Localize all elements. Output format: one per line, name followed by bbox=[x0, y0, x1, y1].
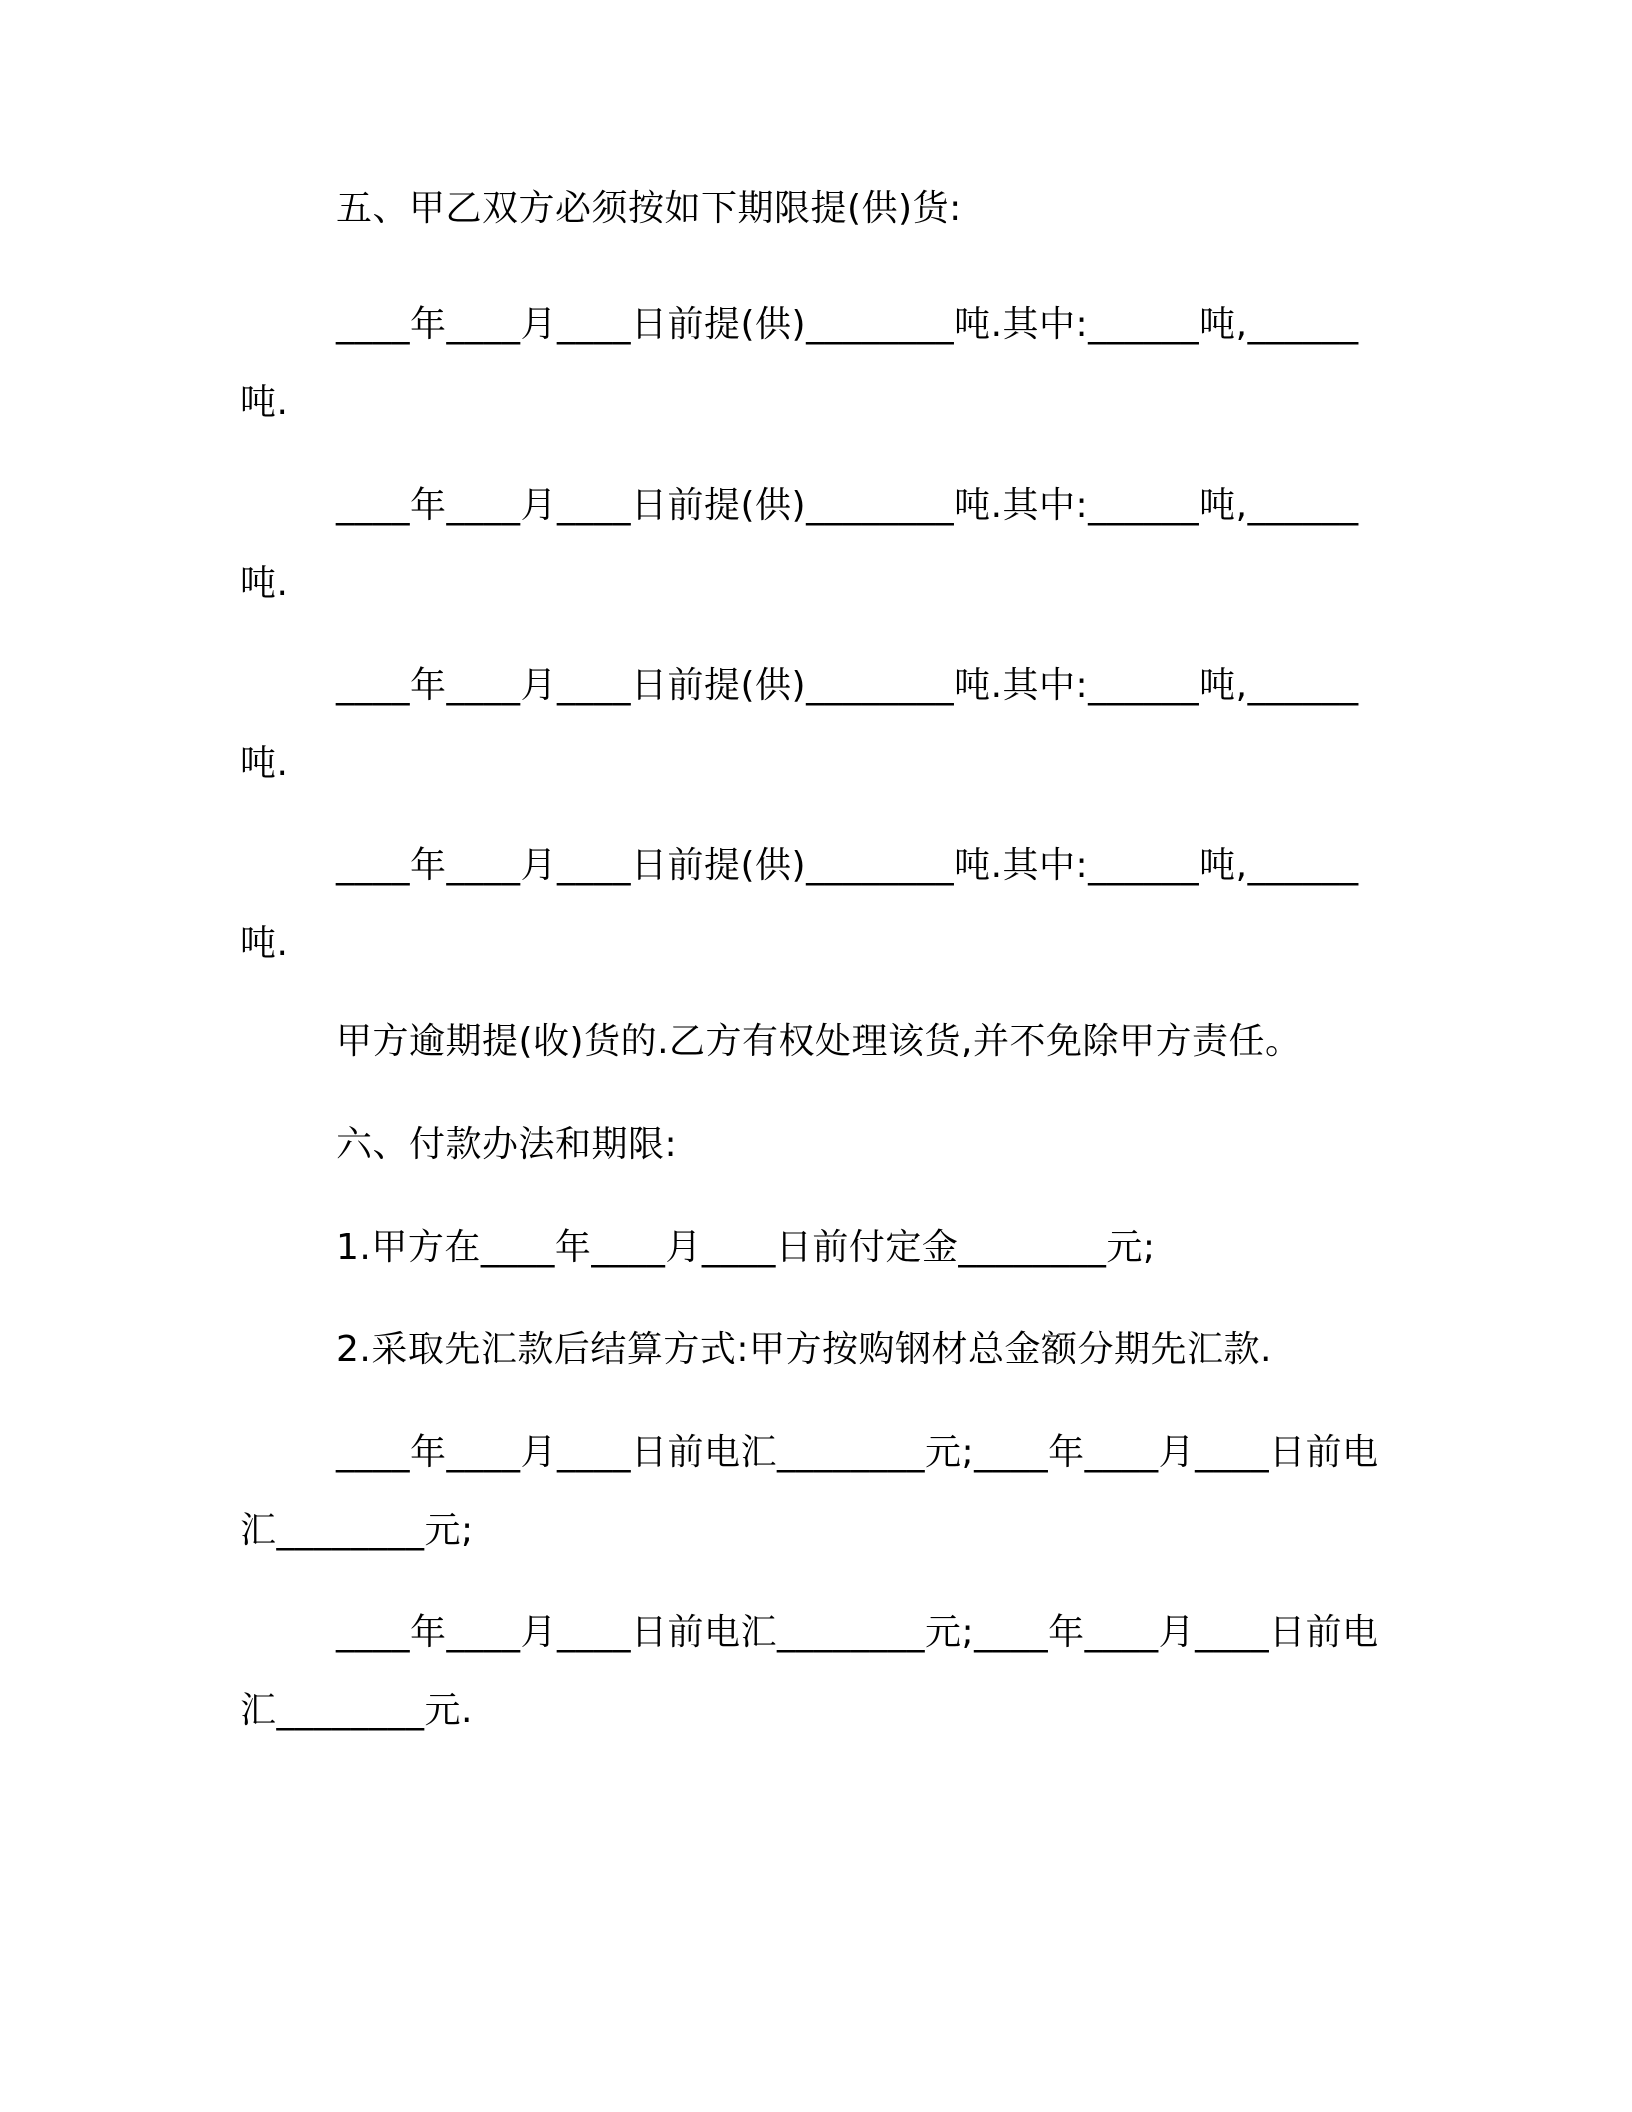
deposit-payment-line: 1.甲方在____年____月____日前付定金________元; bbox=[336, 1227, 1156, 1268]
delivery-schedule-line: ____年____月____日前提(供)________吨.其中:______吨,______吨. bbox=[240, 304, 1359, 423]
clause-six-heading: 六、付款办法和期限: bbox=[336, 1124, 678, 1165]
delivery-schedule-line: ____年____月____日前提(供)________吨.其中:______吨,______吨. bbox=[240, 845, 1359, 964]
remittance-schedule-line: ____年____月____日前电汇________元;____年____月____日前电汇________元. bbox=[240, 1612, 1379, 1731]
clause-five-heading: 五、甲乙双方必须按如下期限提(供)货: bbox=[336, 188, 962, 229]
remittance-schedule-line: ____年____月____日前电汇________元;____年____月____日前电汇________元; bbox=[240, 1432, 1379, 1551]
delivery-schedule-line: ____年____月____日前提(供)________吨.其中:______吨,______吨. bbox=[240, 485, 1359, 604]
late-pickup-clause: 甲方逾期提(收)货的.乙方有权处理该货,并不免除甲方责任。 bbox=[336, 1021, 1302, 1062]
delivery-schedule-line: ____年____月____日前提(供)________吨.其中:______吨,______吨. bbox=[240, 665, 1359, 784]
remittance-method-line: 2.采取先汇款后结算方式:甲方按购钢材总金额分期先汇款. bbox=[336, 1329, 1272, 1370]
